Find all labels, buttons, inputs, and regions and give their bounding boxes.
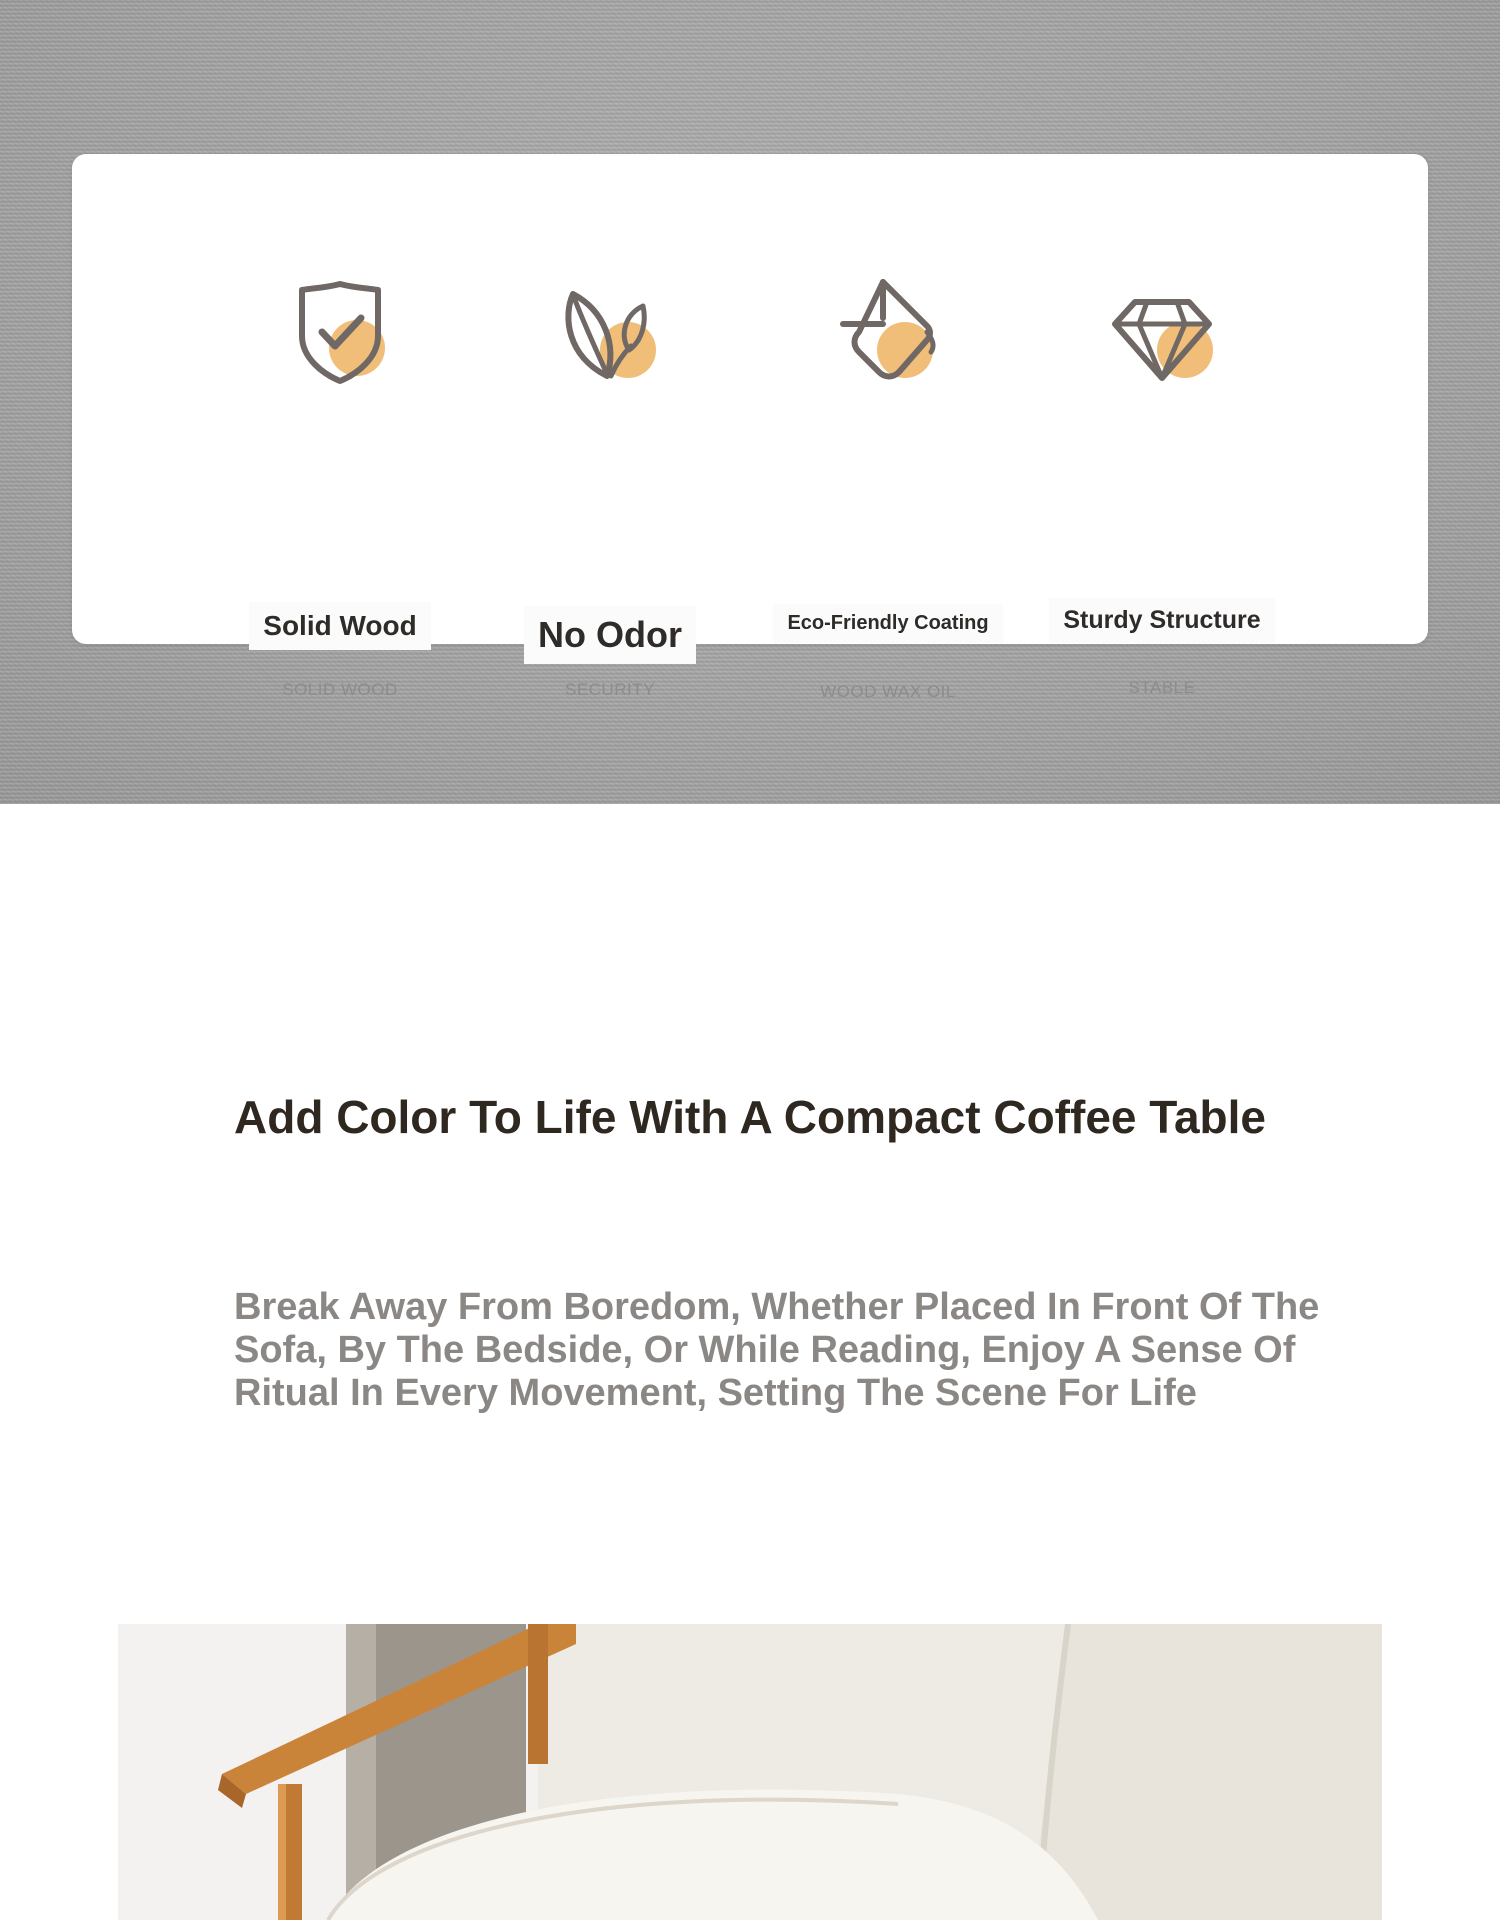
feature-title: Sturdy Structure bbox=[1032, 598, 1292, 643]
feature-subtitle: SECURITY bbox=[565, 680, 655, 699]
feature-no-odor bbox=[480, 154, 740, 699]
description-text: Break Away From Boredom, Whether Placed In Front Of The Sofa, By The Bedside, Or While Reading, Enjoy A Sense Of Ritual In Every Movement, Setting The Scene For Life bbox=[234, 1286, 1320, 1414]
feature-title: No Odor bbox=[480, 606, 740, 664]
feature-title: Eco-Friendly Coating bbox=[758, 604, 1018, 643]
feature-subtitle: SOLID WOOD bbox=[282, 680, 398, 699]
product-photo bbox=[118, 1624, 1382, 1920]
feature-eco-coating bbox=[758, 154, 1018, 701]
shield-check-icon bbox=[275, 266, 405, 396]
paint-bucket-icon bbox=[823, 266, 953, 396]
diamond-icon bbox=[1097, 266, 1227, 396]
page-headline: Add Color To Life With A Compact Coffee Table bbox=[234, 1091, 1266, 1143]
feature-subtitle: STABLE bbox=[1128, 678, 1196, 697]
feature-card bbox=[72, 154, 1428, 701]
feature-subtitle: WOOD WAX OIL bbox=[820, 682, 956, 701]
feature-sturdy-structure bbox=[1032, 154, 1292, 697]
leaves-icon bbox=[545, 266, 675, 396]
feature-title: Solid Wood bbox=[210, 602, 470, 650]
feature-solid-wood bbox=[210, 154, 470, 699]
